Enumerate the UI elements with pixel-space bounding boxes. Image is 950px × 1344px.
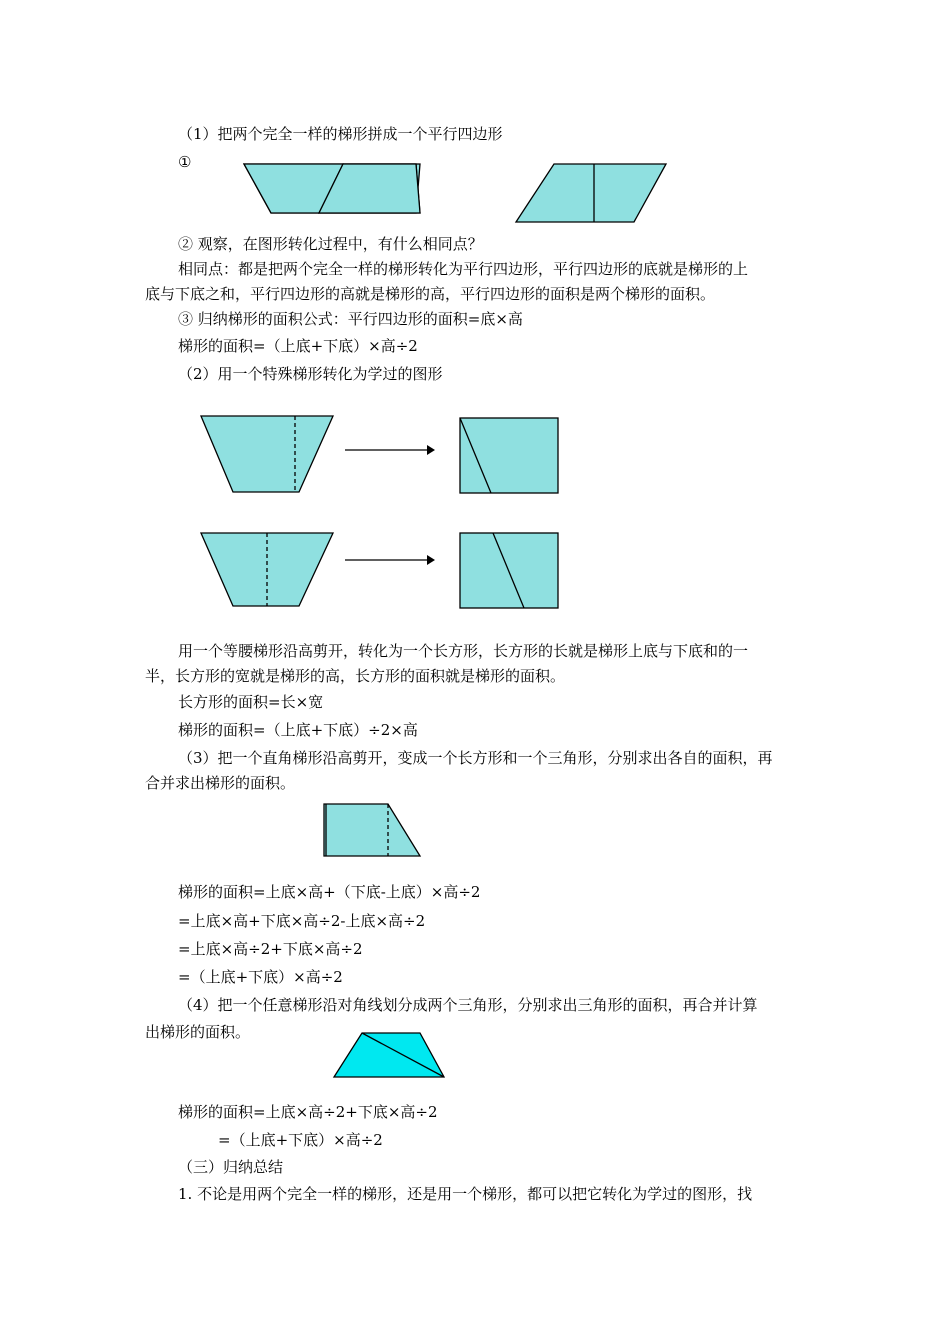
trapezoid [334,1033,444,1077]
section3-line2: 合并求出梯形的面积。 [145,774,296,792]
section3-formula1: 梯形的面积=上底×高+（下底-上底）×高÷2 [178,883,481,901]
section2-heading: （2）用一个特殊梯形转化为学过的图形 [178,365,443,383]
arrow-head-bottom [427,555,435,565]
section2-line1: 用一个等腰梯形沿高剪开，转化为一个长方形，长方形的长就是梯形上底与下底和的一 [178,642,749,660]
diagonal-trapezoid-figure [330,1030,450,1082]
section3-line1: （3）把一个直角梯形沿高剪开，变成一个长方形和一个三角形，分别求出各自的面积，再 [178,749,773,767]
section4-line1: （4）把一个任意梯形沿对角线划分成两个三角形，分别求出三角形的面积，再合并计算 [178,996,758,1014]
section3-formula3: =上底×高÷2+下底×高÷2 [178,940,363,958]
formula-2: 梯形的面积=（上底+下底）÷2×高 [178,721,418,739]
parallelogram-figure-2 [510,160,675,226]
parallelogram [516,164,666,222]
section2-line2: 半，长方形的宽就是梯形的高，长方形的面积就是梯形的面积。 [145,667,566,685]
summary-line1: 1. 不论是用两个完全一样的梯形，还是用一个梯形，都可以把它转化为学过的图形，找 [178,1185,753,1203]
item-marker-1: ① [178,153,192,171]
section4-formula2: =（上底+下底）×高÷2 [218,1131,383,1149]
trapezoid-top [201,416,333,492]
observe-question: ② 观察，在图形转化过程中，有什么相同点？ [178,235,483,253]
section4-line2: 出梯形的面积。 [145,1023,251,1041]
right-trapezoid-figure [320,800,426,862]
section3-formula4: =（上底+下底）×高÷2 [178,968,343,986]
same-point-line1: 相同点：都是把两个完全一样的梯形转化为平行四边形，平行四边形的底就是梯形的上 [178,260,749,278]
formula-intro: ③ 归纳梯形的面积公式：平行四边形的面积=底×高 [178,310,523,328]
summary-heading: （三）归纳总结 [178,1158,284,1176]
right-trapezoid [324,804,420,856]
arrow-head-top [427,445,435,455]
same-point-line2: 底与下底之和，平行四边形的高就是梯形的高，平行四边形的面积是两个梯形的面积。 [145,285,716,303]
formula-1: 梯形的面积=（上底+下底）×高÷2 [178,337,418,355]
section4-formula1: 梯形的面积=上底×高÷2+下底×高÷2 [178,1103,438,1121]
isosceles-trapezoid-figure [195,410,575,620]
section1-heading: （1）把两个完全一样的梯形拼成一个平行四边形 [178,125,503,143]
section3-formula2: =上底×高+下底×高÷2-上底×高÷2 [178,912,426,930]
rectangle-area: 长方形的面积=长×宽 [178,693,324,711]
rectangle-top [460,418,558,493]
